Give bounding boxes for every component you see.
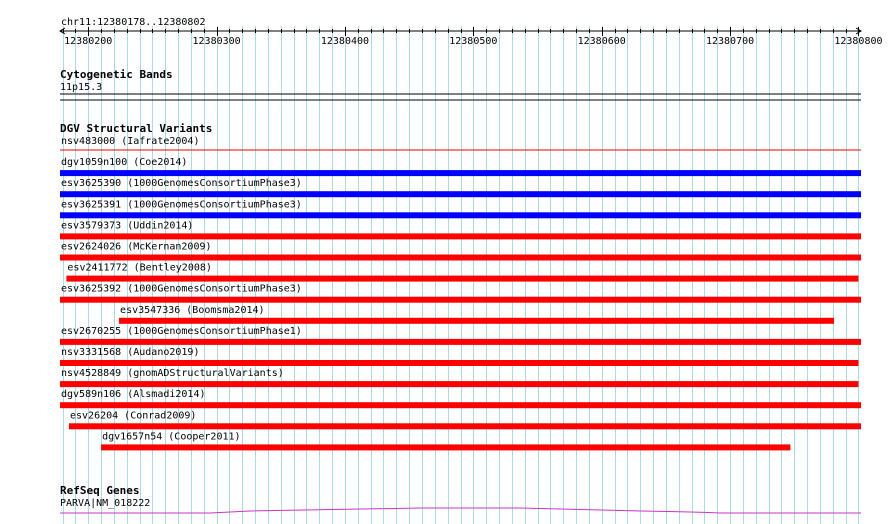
ruler-tick-label: 12380700	[705, 36, 755, 47]
dgv-feature-label: esv3625391 (1000GenomesConsortiumPhase3)	[61, 199, 302, 211]
ruler-tick-label: 12380600	[577, 36, 626, 47]
dgv-feature[interactable]	[69, 410, 861, 429]
dgv-feature-label: dgv1059n100 (Coe2014)	[61, 157, 188, 169]
cytoband-label: 11p15.3	[60, 82, 103, 93]
dgv-feature-bar[interactable]	[60, 255, 861, 261]
dgv-feature[interactable]	[60, 199, 861, 218]
dgv-feature-bar[interactable]	[60, 297, 861, 303]
dgv-feature-bar[interactable]	[60, 402, 861, 408]
dgv-feature-bar[interactable]	[69, 423, 861, 429]
dgv-feature-bar[interactable]	[60, 381, 858, 387]
cytoband-track[interactable]	[60, 68, 861, 100]
dgv-feature[interactable]	[60, 347, 858, 366]
dgv-track-title: DGV Structural Variants	[60, 122, 213, 135]
refseq-gene-label: PARVA|NM_018222	[60, 498, 151, 509]
dgv-feature[interactable]	[60, 242, 861, 261]
dgv-feature[interactable]	[60, 157, 861, 176]
dgv-feature-label: nsv483000 (Iafrate2004)	[61, 136, 200, 147]
dgv-feature-label: esv3625390 (1000GenomesConsortiumPhase3)	[61, 178, 302, 190]
dgv-feature-label: esv3547336 (Boomsma2014)	[120, 304, 265, 316]
dgv-feature-label: nsv4528849 (gnomADStructuralVariants)	[61, 368, 284, 380]
dgv-feature[interactable]	[60, 389, 861, 408]
locus-label: chr11:12380178..12380802	[61, 17, 206, 28]
refseq-track-title: RefSeq Genes	[60, 484, 140, 497]
dgv-feature-label: esv2670255 (1000GenomesConsortiumPhase1)	[61, 325, 302, 337]
dgv-feature-bar[interactable]	[119, 318, 834, 324]
dgv-feature-label: nsv3331568 (Audano2019)	[61, 347, 200, 358]
dgv-feature[interactable]	[119, 305, 834, 324]
dgv-feature-bar[interactable]	[60, 233, 861, 239]
dgv-feature[interactable]	[60, 136, 861, 150]
dgv-track[interactable]	[60, 122, 861, 450]
ruler-tick-label: 12380400	[320, 36, 370, 47]
dgv-feature-label: dgv1657n54 (Cooper2011)	[102, 431, 241, 443]
dgv-feature[interactable]	[66, 263, 858, 282]
dgv-feature-label: esv3625392 (1000GenomesConsortiumPhase3)	[61, 283, 302, 295]
ruler-ticks	[64, 27, 883, 47]
dgv-feature[interactable]	[60, 368, 858, 387]
dgv-feature-bar[interactable]	[66, 276, 858, 282]
ruler-tick-label: 12380500	[449, 36, 498, 47]
dgv-feature[interactable]	[60, 284, 861, 303]
dgv-feature[interactable]	[60, 326, 861, 345]
dgv-feature-label: dgv589n106 (Alsmadi2014)	[61, 389, 206, 401]
dgv-feature-bar[interactable]	[60, 212, 861, 218]
cytoband-track-title: Cytogenetic Bands	[60, 68, 173, 81]
dgv-feature[interactable]	[60, 178, 861, 197]
refseq-gene-feature[interactable]	[60, 508, 861, 513]
refseq-track[interactable]	[60, 484, 861, 513]
ruler-tick-label: 12380200	[64, 36, 113, 47]
dgv-feature-label: esv2624026 (McKernan2009)	[61, 241, 212, 253]
dgv-feature-bar[interactable]	[101, 444, 790, 450]
ruler-tick-label: 12380300	[192, 36, 241, 47]
dgv-features	[60, 136, 861, 450]
dgv-feature-bar[interactable]	[60, 339, 861, 345]
dgv-feature-label: esv26204 (Conrad2009)	[69, 410, 197, 422]
dgv-feature[interactable]	[101, 431, 790, 450]
dgv-feature[interactable]	[60, 220, 861, 239]
dgv-feature-bar[interactable]	[60, 360, 858, 366]
ruler-tick-label: 12380800	[834, 36, 883, 47]
dgv-feature-bar[interactable]	[60, 191, 861, 197]
coordinate-ruler[interactable]	[60, 17, 883, 47]
dgv-feature-label: esv2411772 (Bentley2008)	[67, 262, 212, 274]
dgv-feature-bar[interactable]	[60, 170, 861, 176]
dgv-feature-label: esv3579373 (Uddin2014)	[61, 220, 194, 232]
